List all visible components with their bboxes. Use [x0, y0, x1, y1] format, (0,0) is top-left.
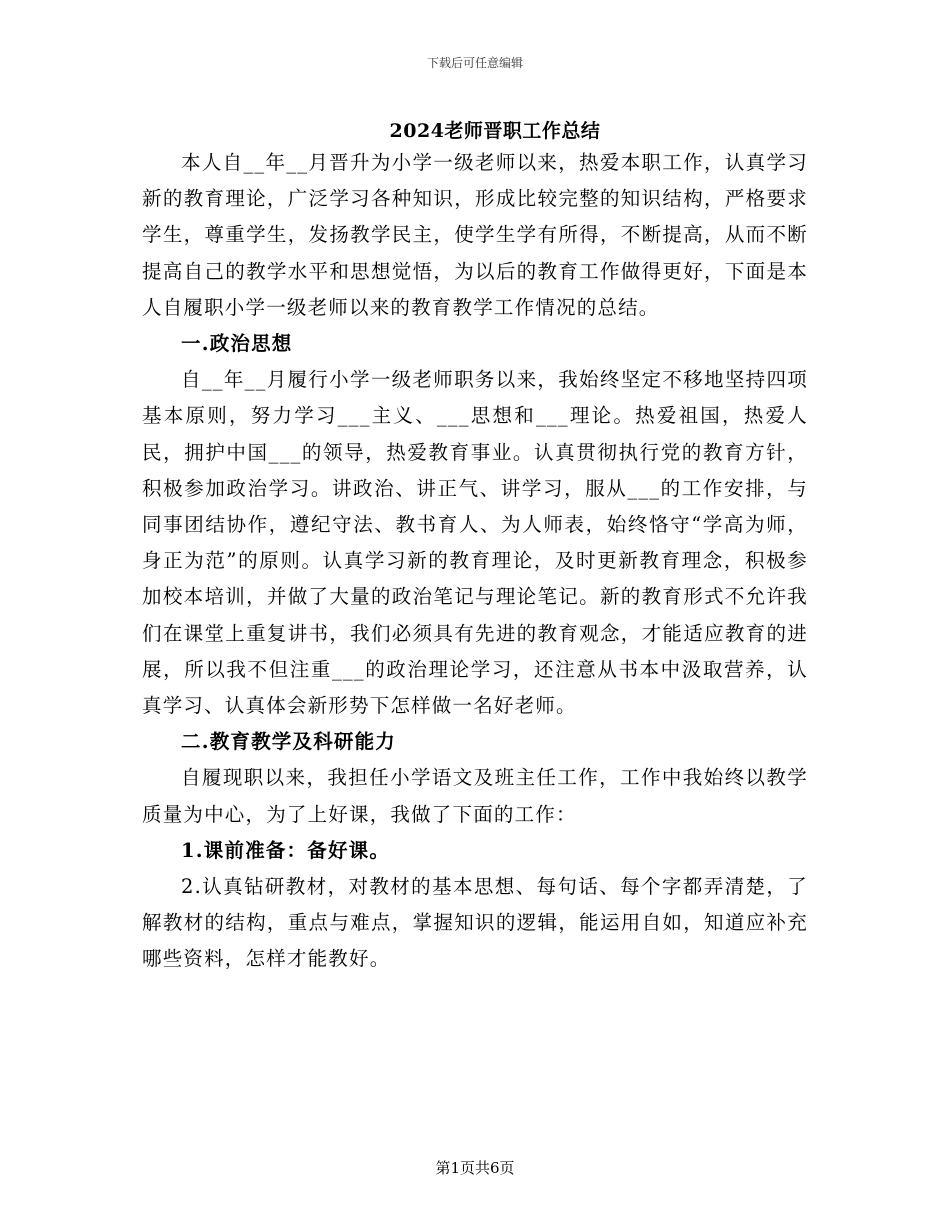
header-note: 下载后可任意编辑 — [426, 56, 523, 70]
section-heading-teaching: 二.教育教学及科研能力 — [181, 730, 396, 754]
paragraph-study-material: 2.认真钻研教材，对教材的基本思想、每句话、每个字都弄清楚，了解教材的结构，重点与难点，掌握知识的逻辑，能运用自如，知道应补充哪些资料，怎样才能教好。 — [142, 875, 808, 971]
paragraph-intro: 本人自__年__月晋升为小学一级老师以来，热爱本职工作，认真学习新的教育理论，广泛学习各种知识，形成比较完整的知识结构，严格要求学生，尊重学生，发扬教学民主，使学生学有所得，不断提高，从而不断提高自己的教学水平和思想觉悟，为以后的教育工作做得更好，下面是本人自履职小学一级老师以来的教育教学工作情况的总结。 — [142, 151, 808, 319]
document-title: 2024老师晋职工作总结 — [389, 120, 601, 142]
paragraph-politics: 自__年__月履行小学一级老师职务以来，我始终坚定不移地坚持四项基本原则，努力学习___主义、___思想和___理论。热爱祖国，热爱人民，拥护中国___的领导，热爱教育事业。认真贯彻执行党的教育方针，积极参加政治学习。讲政治、讲正气、讲学习，服从___的工作安排，与同事团结协作，遵纪守法、教书育人、为人师表，始终恪守“学高为师，身正为范”的原则。认真学习新的教育理论，及时更新教育理念，积极参加校本培训，并做了大量的政治笔记与理论笔记。新的教育形式不允许我们在课堂上重复讲书，我们必须具有先进的教育观念，才能适应教育的进展，所以我不但注重___的政治理论学习，还注意从书本中汲取营养，认真学习、认真体会新形势下怎样做一名好老师。 — [142, 368, 808, 718]
subheading-lesson-prep: 1.课前准备：备好课。 — [181, 838, 391, 862]
page-number: 第1页共6页 — [435, 1159, 515, 1177]
paragraph-teaching-intro: 自履现职以来，我担任小学语文及班主任工作，工作中我始终以教学质量为中心，为了上好课，我做了下面的工作： — [142, 766, 808, 826]
section-heading-politics: 一.政治思想 — [181, 332, 293, 356]
document-body — [142, 145, 808, 978]
